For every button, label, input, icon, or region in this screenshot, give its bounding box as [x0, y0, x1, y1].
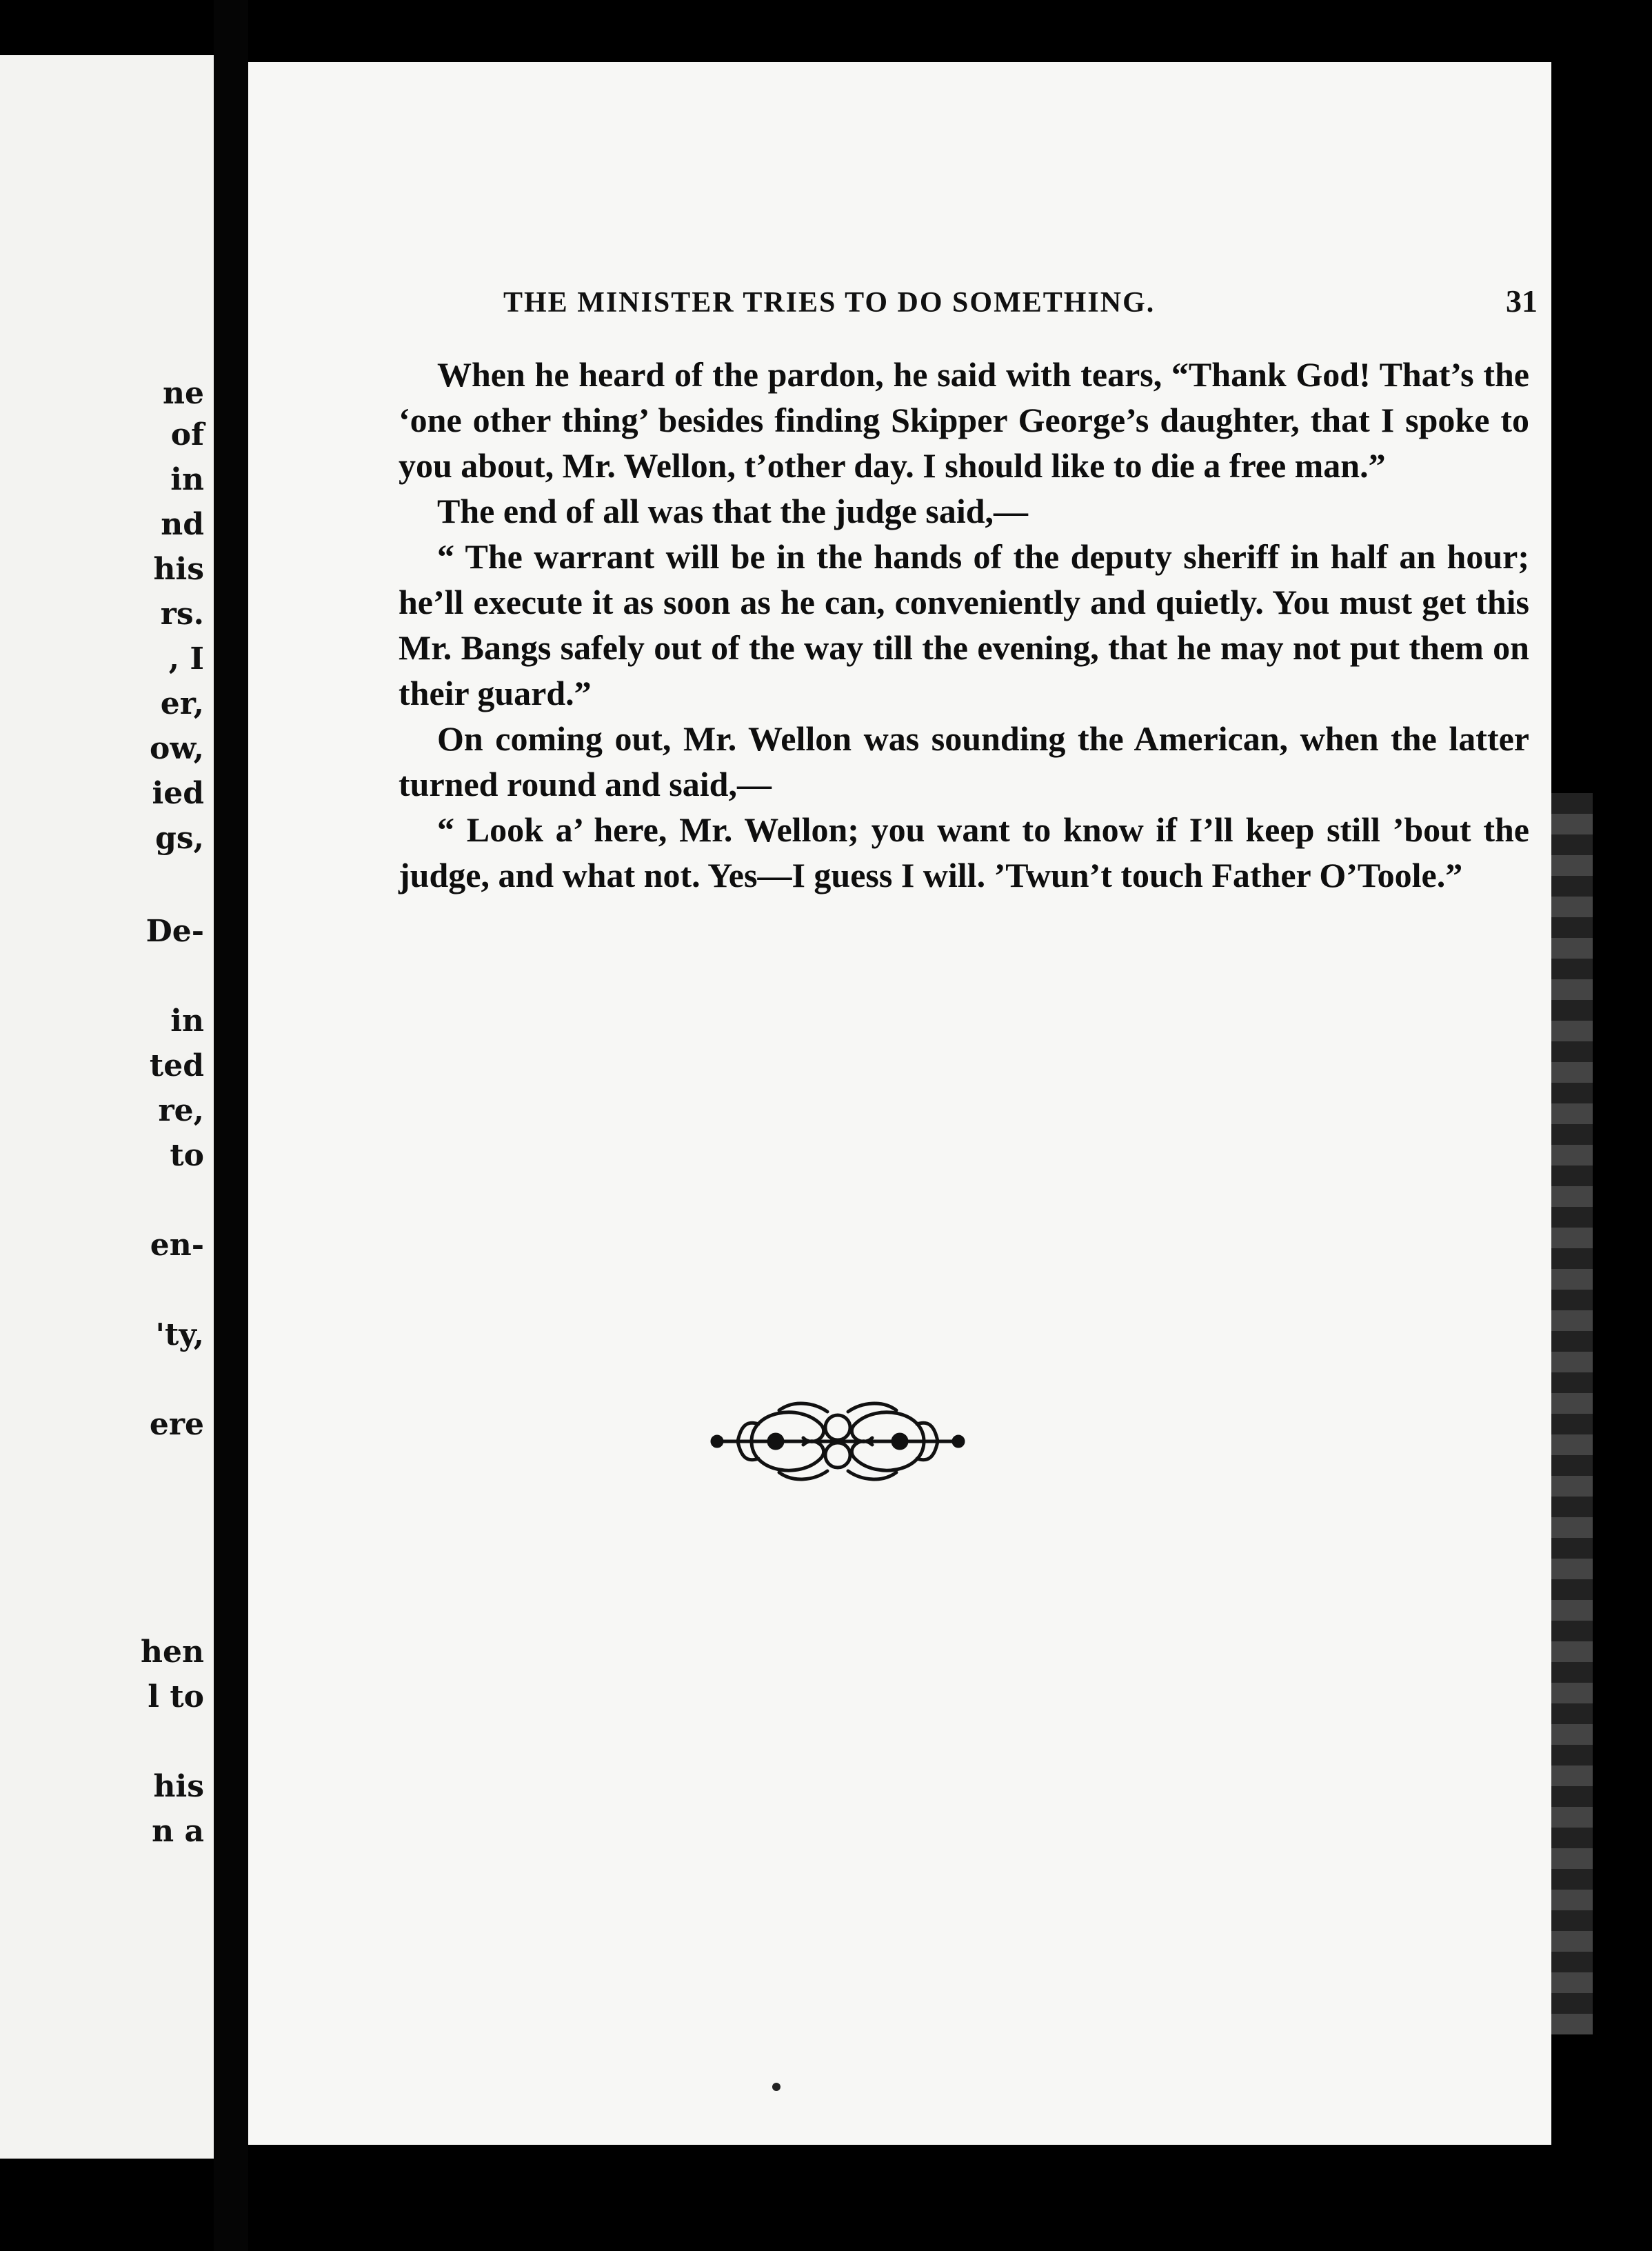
left-page-fragment: in [170, 462, 204, 497]
left-page-fragment: ne [163, 376, 204, 411]
paragraph: The end of all was that the judge said,— [437, 492, 1029, 530]
left-page-fragment: gs, [155, 821, 204, 856]
left-page-fragment: ted [149, 1048, 204, 1083]
page-speck [772, 2083, 780, 2091]
left-page-fragment: hen [141, 1634, 204, 1670]
paragraph: When he heard of the pardon, he said with tears, “Thank God! That’s the ‘one other thing’ besides finding Skipper George’s daughter, that I spoke to you about, Mr. Wellon, t’other day. I should like to die a free man.” [399, 355, 1529, 485]
left-page-fragment: , I [168, 641, 204, 677]
book-gutter [214, 0, 248, 2251]
left-page-fragment: 'ty, [155, 1317, 204, 1352]
paragraph: “ Look a’ here, Mr. Wellon; you want to know if I’ll keep still ’bout the judge, and what not. Yes—I guess I will. ’Twun’t touch Father O’Toole.” [399, 810, 1529, 894]
paragraph: On coming out, Mr. Wellon was sounding the American, when the latter turned round and said,— [399, 719, 1529, 803]
left-page-fragment: n a [152, 1814, 204, 1849]
next-page-edge [1551, 793, 1593, 2034]
left-page-fragment: De- [145, 914, 204, 949]
left-page-fragment: to [170, 1138, 204, 1173]
left-page-fragment: nd [161, 507, 204, 542]
left-page-fragment: en- [150, 1228, 204, 1263]
page-number: 31 [1506, 283, 1538, 319]
left-page-fragment: in [170, 1003, 204, 1039]
left-page-fragment: ied [152, 776, 204, 811]
left-page-fragment: his [153, 552, 204, 587]
left-page-fragment: rs. [160, 597, 204, 632]
paragraph: “ The warrant will be in the hands of the deputy sheriff in half an hour; he’ll execute it as soon as he can, conveniently and quietly. You must get this Mr. Bangs safely out of the way till the evening, that he may not put them on their guard.” [399, 537, 1529, 712]
left-page-fragment: er, [160, 686, 204, 721]
left-page-fragment: his [153, 1769, 204, 1804]
left-page-fragment: ere [149, 1407, 204, 1442]
left-page-edge [0, 55, 214, 2159]
left-page-fragment: l to [148, 1679, 204, 1714]
left-page-fragment: re, [158, 1093, 204, 1128]
left-page-fragment: ow, [150, 731, 204, 766]
running-head: THE MINISTER TRIES TO DO SOMETHING. [503, 287, 1156, 319]
left-page-fragment: of [170, 417, 204, 452]
body-text [399, 352, 1529, 898]
book-page [248, 62, 1551, 2145]
page-header [503, 283, 1538, 319]
scroll-ornament-icon [710, 1397, 965, 1486]
